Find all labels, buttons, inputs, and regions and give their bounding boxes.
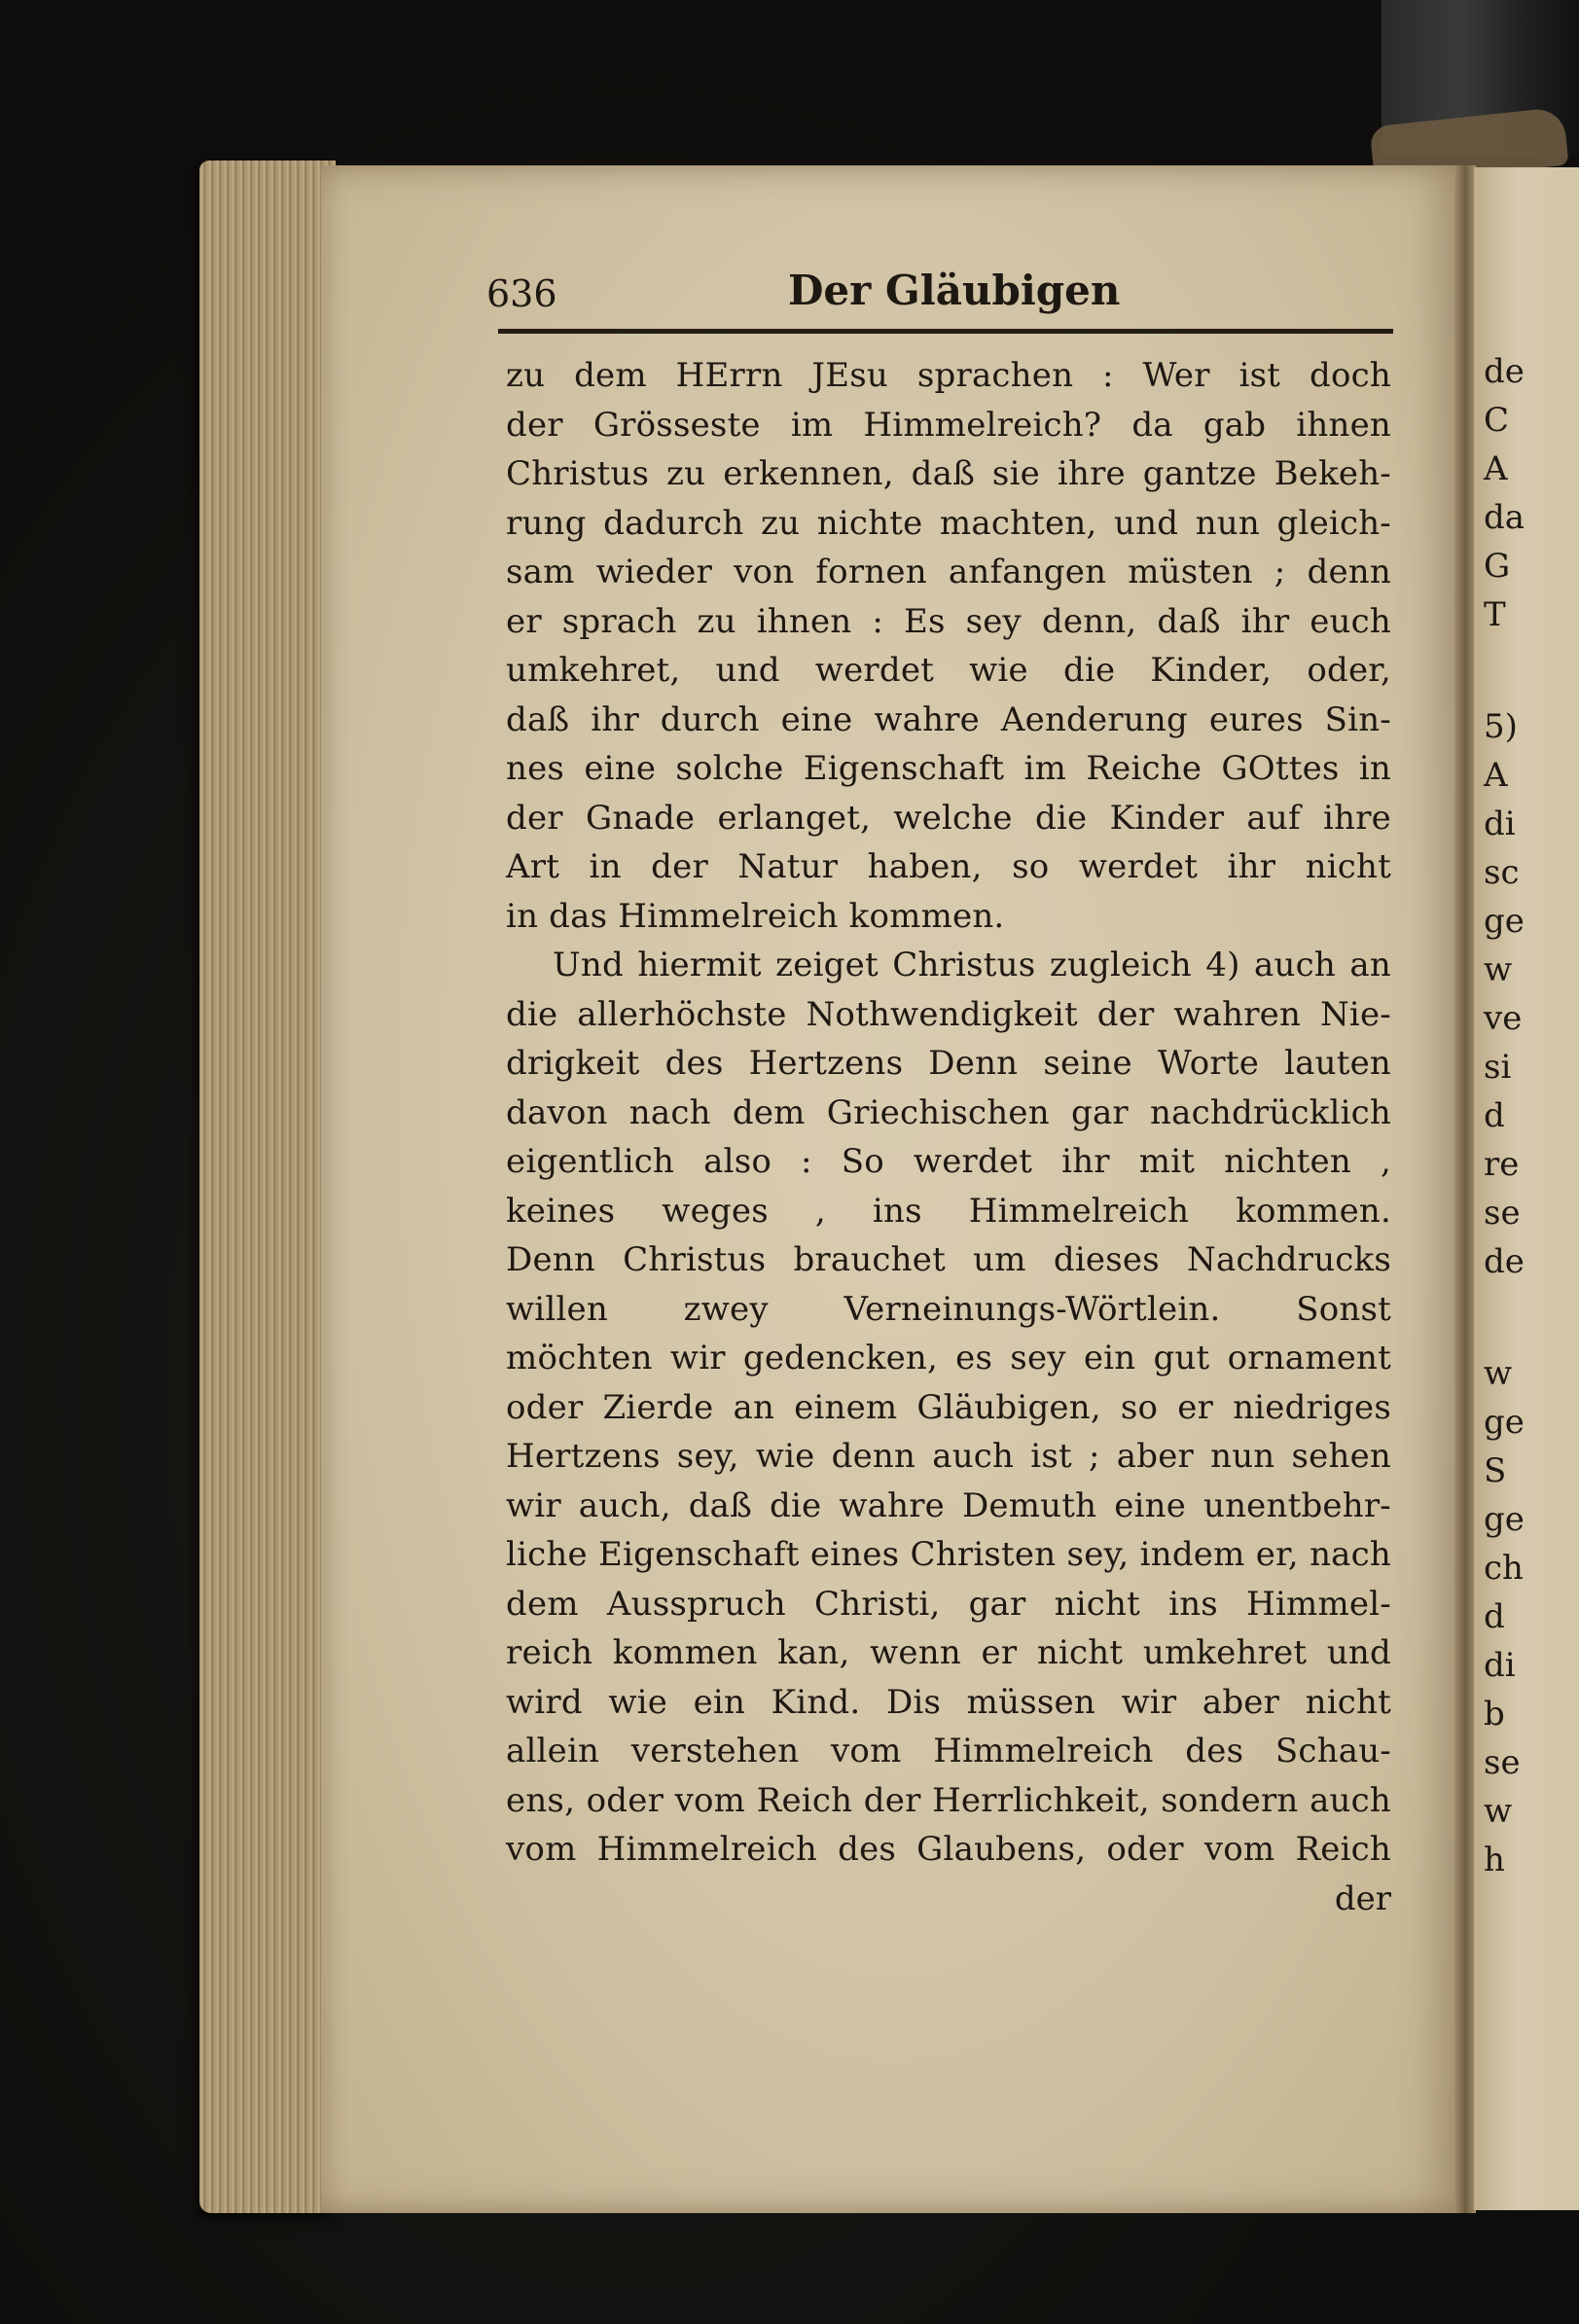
text-line: daß ihr durch eine wahre Aenderung eures Sin-: [506, 699, 1391, 739]
body-text: [506, 351, 1391, 1923]
text-line: Christus zu erkennen, daß sie ihre gantze Bekeh-: [506, 454, 1391, 493]
catchword: der: [1334, 1878, 1391, 1918]
right-page-fragment: re: [1484, 1145, 1520, 1184]
right-page-fragment: de: [1484, 1242, 1525, 1281]
text-line: liche Eigenschaft eines Christen sey, indem er, nach: [506, 1535, 1391, 1574]
right-page-fragment: A: [1484, 756, 1508, 795]
text-line: Hertzens sey, wie denn auch ist ; aber nun sehen: [506, 1437, 1391, 1476]
right-page-fragment: 5): [1484, 707, 1518, 746]
text-line: drigkeit des Hertzens Denn seine Worte lauten: [506, 1044, 1391, 1083]
right-page-fragment: w: [1484, 1792, 1513, 1831]
right-page-fragment: da: [1484, 498, 1525, 537]
right-page-fragment: ge: [1484, 902, 1525, 941]
running-head-title: Der Gläubigen: [788, 267, 1121, 314]
text-line: allein verstehen vom Himmelreich des Schau-: [506, 1732, 1391, 1770]
right-page-fragment: b: [1484, 1695, 1505, 1734]
right-page-fragment: w: [1484, 950, 1513, 989]
right-page: [1474, 167, 1579, 2210]
text-line: der Grösseste im Himmelreich? da gab ihnen: [506, 405, 1391, 445]
right-page-fragment: S: [1484, 1451, 1507, 1490]
text-line: oder Zierde an einem Gläubigen, so er niedriges: [506, 1387, 1391, 1427]
right-page-fragment: ge: [1484, 1500, 1525, 1539]
right-page-fragment: si: [1484, 1048, 1512, 1087]
right-page-fragment: se: [1484, 1194, 1521, 1233]
text-line: wird wie ein Kind. Dis müssen wir aber nicht: [506, 1682, 1391, 1722]
text-line: eigentlich also : So werdet ihr mit nichten ,: [506, 1142, 1391, 1181]
right-page-fragment: d: [1484, 1096, 1505, 1135]
text-line: wir auch, daß die wahre Demuth eine unentbehr-: [506, 1485, 1391, 1525]
right-page-fragment: w: [1484, 1354, 1513, 1393]
text-line: Und hiermit zeiget Christus zugleich 4) auch an: [553, 946, 1391, 984]
text-line: reich kommen kan, wenn er nicht umkehret und: [506, 1633, 1391, 1672]
running-head: [486, 263, 1391, 321]
right-page-fragment: di: [1484, 1646, 1516, 1685]
text-line: davon nach dem Griechischen gar nachdrücklich: [506, 1092, 1391, 1132]
text-line: willen zwey Verneinungs-Wörtlein. Sonst: [506, 1289, 1391, 1329]
page-number: 636: [486, 272, 557, 315]
page-edges: [199, 161, 336, 2213]
text-line: dem Ausspruch Christi, gar nicht ins Himmel-: [506, 1584, 1391, 1624]
right-page-fragment: ch: [1484, 1549, 1524, 1588]
text-line: rung dadurch zu nichte machten, und nun gleich-: [506, 503, 1391, 543]
text-line: zu dem HErrn JEsu sprachen : Wer ist doch: [506, 356, 1391, 395]
header-rule: [498, 329, 1393, 334]
book-gutter: [1454, 165, 1476, 2213]
text-line: keines weges , ins Himmelreich kommen.: [506, 1191, 1391, 1231]
right-page-fragment: T: [1484, 595, 1506, 634]
right-page-fragment: h: [1484, 1841, 1505, 1879]
text-line: sam wieder von fornen anfangen müsten ; denn: [506, 553, 1391, 591]
text-line: der Gnade erlanget, welche die Kinder auf ihre: [506, 798, 1391, 838]
text-line: möchten wir gedencken, es sey ein gut ornament: [506, 1339, 1391, 1377]
right-page-fragment: se: [1484, 1743, 1521, 1782]
right-page-fragment: A: [1484, 449, 1508, 488]
text-line: die allerhöchste Nothwendigkeit der wahren Nie-: [506, 994, 1391, 1034]
left-page-text: [486, 263, 1391, 1923]
text-line: umkehret, und werdet wie die Kinder, oder,: [506, 651, 1391, 690]
right-page-fragment: ge: [1484, 1403, 1525, 1442]
text-line: vom Himmelreich des Glaubens, oder vom Reich: [506, 1830, 1391, 1869]
right-page-fragment: G: [1484, 547, 1511, 586]
text-line: ens, oder vom Reich der Herrlichkeit, sondern auch: [506, 1780, 1391, 1820]
right-page-fragment: di: [1484, 804, 1516, 843]
text-line: er sprach zu ihnen : Es sey denn, daß ihr euch: [506, 601, 1391, 641]
right-page-fragment: C: [1484, 401, 1510, 440]
right-page-fragment: de: [1484, 352, 1525, 391]
right-page-fragment: sc: [1484, 853, 1520, 892]
right-page-fragment: ve: [1484, 999, 1523, 1038]
text-line: in das Himmelreich kommen.: [506, 896, 1005, 936]
text-line: Denn Christus brauchet um dieses Nachdrucks: [506, 1240, 1391, 1279]
right-page-fragment: d: [1484, 1597, 1505, 1636]
text-line: Art in der Natur haben, so werdet ihr nicht: [506, 847, 1391, 886]
text-line: nes eine solche Eigenschaft im Reiche GOttes in: [506, 749, 1391, 788]
